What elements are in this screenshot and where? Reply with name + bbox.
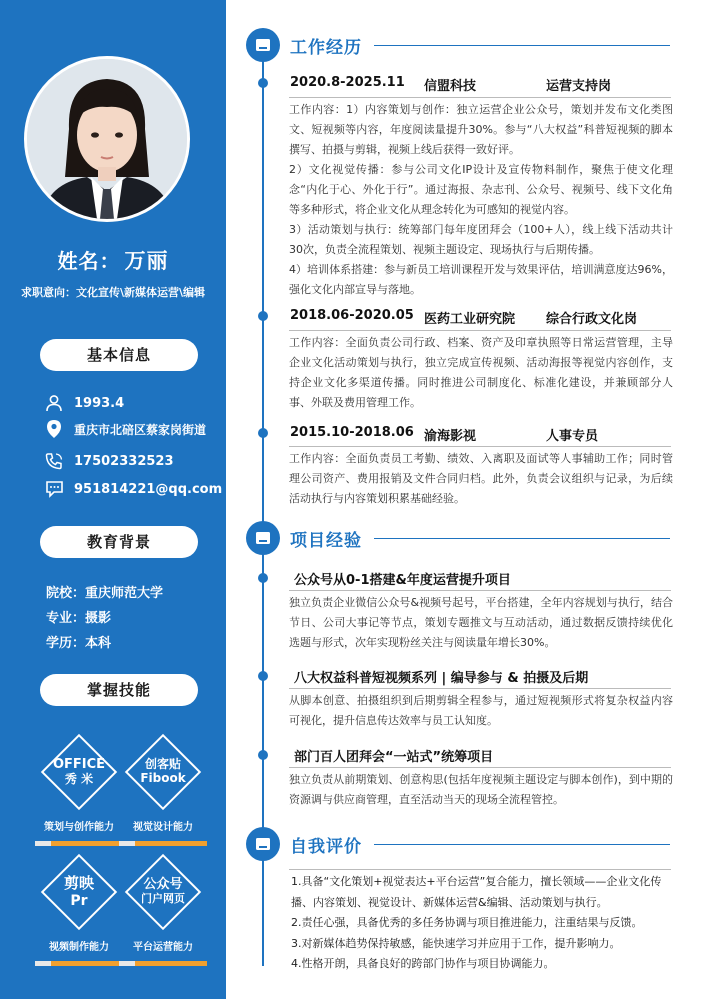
sidebar — [0, 0, 226, 999]
skill-diamond: 公众号 门户网页 — [125, 854, 201, 930]
job-description: 工作内容：全面负责员工考勤、绩效、入离职及面试等人事辅助工作；同时管理公司资产、费用报销及文件合同归档。此外，负责会议组织与记录，为后续活动执行与内容策划积累基础经验。 — [289, 452, 673, 505]
skill-level-bar — [35, 841, 123, 846]
name-value: 万丽 — [124, 249, 169, 273]
education-school: 院校：重庆师范大学 — [46, 586, 164, 601]
skill-label: 策划与创作能力 — [44, 822, 114, 833]
evaluation-item: 2.责任心强，具备优秀的多任务协调与项目推进能力，注重结果与反馈。 — [291, 916, 643, 929]
address-value: 重庆市北碚区蔡家岗街道 — [74, 422, 207, 437]
job-role: 运营支持岗 — [546, 79, 612, 94]
job-intent: 求职意向：文化宣传\新媒体运营\编辑 — [20, 286, 206, 299]
skill-level-bar — [119, 841, 207, 846]
profile-photo — [24, 56, 190, 222]
divider — [289, 767, 671, 768]
divider — [374, 45, 670, 46]
evaluation-list — [291, 872, 677, 975]
briefcase-icon — [246, 28, 280, 62]
project-title: 八大权益科普短视频系列 | 编导参与 & 拍摄及后期 — [294, 671, 589, 686]
evaluation-item: 1.具备“文化策划+视觉表达+平台运营”复合能力，擅长领域——企业文化传播、内容策划、视觉设计、新媒体运营&编辑、活动策划与执行。 — [291, 875, 662, 909]
job-role: 人事专员 — [546, 429, 599, 444]
timeline-dot — [258, 78, 268, 88]
job-company: 信盟科技 — [424, 79, 477, 94]
portrait-illustration — [27, 59, 187, 219]
project-description: 从脚本创意、拍摄组织到后期剪辑全程参与，通过短视频形式将复杂权益内容可视化，提升信息传达效率与员工认知度。 — [289, 694, 673, 727]
evaluation-section-header — [246, 827, 670, 861]
skill-item — [113, 734, 213, 846]
basic-info-heading: 基本信息 — [40, 339, 198, 371]
name-label: 姓名： — [57, 249, 121, 273]
evaluation-item: 4.性格开朗，具备良好的跨部门协作与项目协调能力。 — [291, 957, 555, 970]
job-description: 工作内容：全面负责公司行政、档案、资产及印章执照等日常运营管理，主导企业文化活动策划与执行，独立完成宣传视频、活动海报等视觉内容创作，支持企业文化多渠道传播。同时推进公司制度化、标准化建设，并兼顾部分人事、外联及费用管理工作。 — [289, 336, 673, 409]
email-value: 951814221@qq.com — [74, 481, 223, 497]
skill-label: 平台运营能力 — [133, 942, 193, 953]
briefcase-icon — [246, 827, 280, 861]
birth-row — [44, 391, 124, 415]
job-date: 2020.8-2025.11 — [290, 75, 405, 90]
phone-row — [44, 449, 174, 473]
briefcase-icon — [246, 521, 280, 555]
divider — [289, 590, 671, 591]
person-icon — [44, 393, 64, 413]
skill-level-bar — [35, 961, 123, 966]
divider — [374, 844, 670, 845]
project-title: 公众号从0-1搭建&年度运营提升项目 — [294, 573, 511, 588]
job-date: 2018.06-2020.05 — [290, 308, 414, 323]
skill-level-bar — [119, 961, 207, 966]
education-heading: 教育背景 — [40, 526, 198, 558]
skill-item — [113, 854, 213, 966]
job-role: 综合行政文化岗 — [546, 312, 638, 327]
evaluation-item: 3.对新媒体趋势保持敏感，能快速学习并应用于工作，提升影响力。 — [291, 936, 621, 950]
project-description: 独立负责从前期策划、创意构思(包括年度视频主题设定与脚本创作)，到中期的资源调与供应商管理，直至活动当天的现场全流程管控。 — [289, 773, 673, 806]
divider — [374, 538, 670, 539]
timeline-dot — [258, 750, 268, 760]
timeline-dot — [258, 428, 268, 438]
divider — [289, 97, 671, 98]
candidate-name — [0, 245, 226, 275]
job-description: 工作内容：1）内容策划与创作：独立运营企业公众号，策划并发布文化类图文、短视频等内容，年度阅读量提升30%。参与“八大权益”科普短视频的脚本撰写、拍摄与剪辑，视频上线后获得一致好评。 2）文化视觉传播：参与公司文化IP设计及宣传物料制作，聚焦于使文化理念“内化于心、外化于行”。通过海报、杂志刊、公众号、视频号、线下文化角等多种形式，将企业文化从理念转化为可感知的视觉内容。 3）活动策划与执行：统筹部门每年度团拜会（100+人），线上线下活动共计30次，负责全流程策划、视频主题设定、现场执行与后期传播。 4）培训体系搭建：参与新员工培训课程开发与效果评估，培训满意度达96%，强化文化内部宣导与落地。 — [289, 103, 673, 296]
project-description: 独立负责企业微信公众号&视频号起号，平台搭建，全年内容规划与执行，结合节日、公司大事记等节点，策划专题推文与互动活动，通过数据反馈持续优化选题与形式，次年实现粉丝关注与阅读量年增长30%。 — [289, 596, 673, 649]
divider — [289, 330, 671, 331]
address-row — [44, 417, 206, 441]
projects-section-title: 项目经验 — [290, 531, 362, 551]
phone-icon — [44, 451, 64, 471]
timeline-dot — [258, 573, 268, 583]
skill-diamond: 创客贴 Fibook — [125, 734, 201, 810]
skills-heading: 掌握技能 — [40, 674, 198, 706]
work-section-header — [246, 28, 670, 62]
skill-diamond: 剪映 Pr — [41, 854, 117, 930]
skill-label: 视觉设计能力 — [133, 822, 193, 833]
divider — [289, 688, 671, 689]
timeline-dot — [258, 311, 268, 321]
timeline-dot — [258, 671, 268, 681]
education-degree: 学历：本科 — [46, 636, 112, 651]
job-company: 渝海影视 — [424, 429, 477, 444]
chat-bubble-icon — [44, 479, 64, 499]
skill-diamond: OFFICE 秀 米 — [41, 734, 117, 810]
location-pin-icon — [44, 419, 64, 439]
email-row — [44, 477, 222, 501]
work-section-title: 工作经历 — [290, 38, 362, 58]
skill-label: 视频制作能力 — [49, 942, 109, 953]
job-company: 医药工业研究院 — [424, 312, 516, 327]
project-title: 部门百人团拜会“一站式”统筹项目 — [294, 750, 494, 765]
birth-value: 1993.4 — [74, 395, 125, 411]
education-major: 专业：摄影 — [46, 611, 112, 626]
job-date: 2015.10-2018.06 — [290, 425, 414, 440]
divider — [289, 869, 671, 870]
projects-section-header — [246, 521, 670, 555]
divider — [289, 446, 671, 447]
evaluation-section-title: 自我评价 — [290, 837, 362, 857]
phone-value: 17502332523 — [74, 453, 174, 469]
